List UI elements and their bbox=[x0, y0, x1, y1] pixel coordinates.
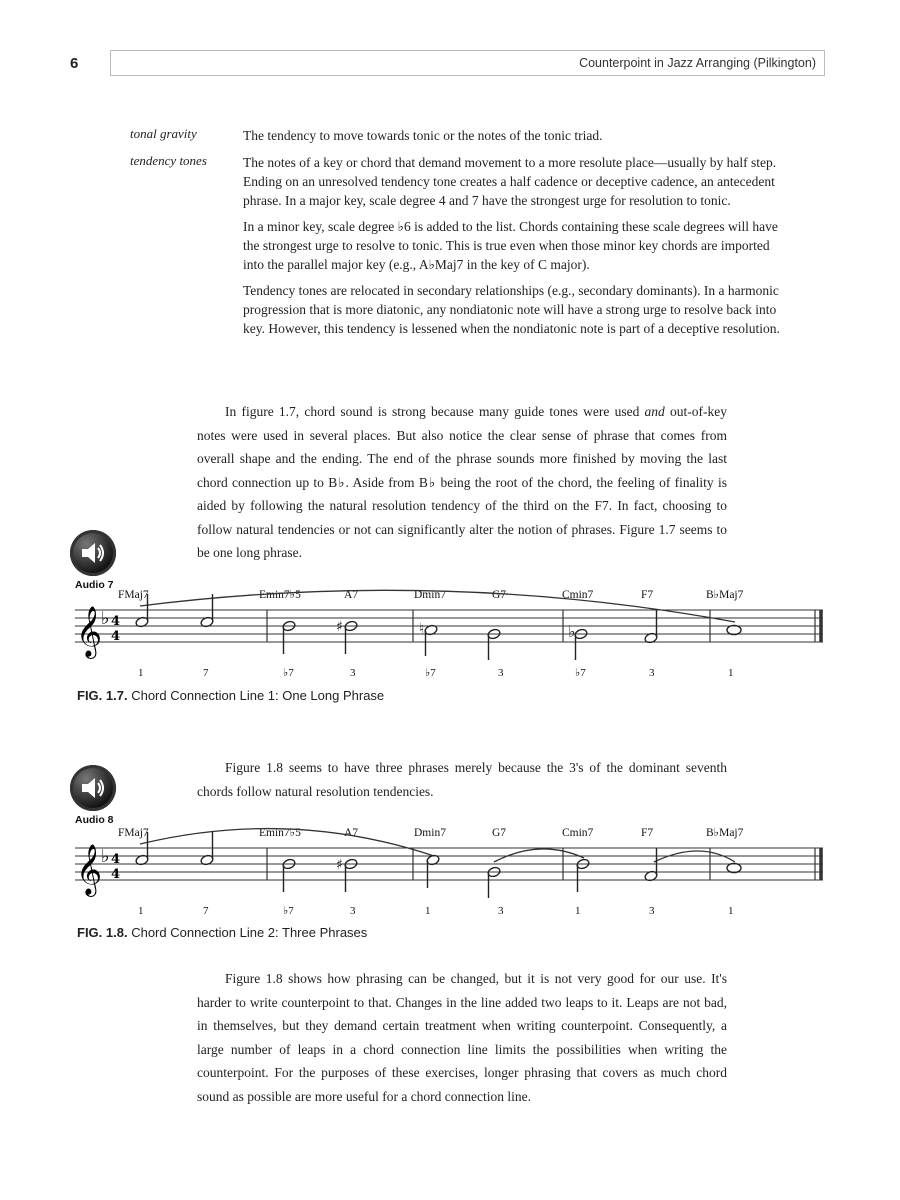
text-run: out-of-key notes were used in several places. But also notice the clear sense of phrase that comes from overall shape and the ending. The end of the phrase sounds more finished by moving the last chord connection up to B♭. Aside from B♭ being the root of the chord, the feeling of finality is aided by following the natural resolution tendency of the third on the F7. In fact, choosing to follow natural tendencies or not can significantly alter the notion of phrases. Figure 1.7 seems to be one long phrase. bbox=[197, 404, 727, 560]
key-flat-icon: ♭ bbox=[101, 846, 110, 867]
sharp-icon: ♯ bbox=[336, 857, 343, 873]
scale-degree: ♭7 bbox=[283, 667, 294, 679]
chord-symbol: G7 bbox=[492, 827, 507, 839]
notes bbox=[135, 594, 741, 660]
figure-number: FIG. 1.7. bbox=[77, 688, 128, 703]
time-signature-top: 4 bbox=[111, 852, 121, 867]
flat-icon: ♭ bbox=[568, 622, 576, 641]
body-paragraph-1 bbox=[197, 400, 727, 565]
scale-degree: 1 bbox=[138, 667, 144, 679]
scale-degree: 1 bbox=[575, 905, 581, 917]
chord-symbol: Cmin7 bbox=[562, 827, 594, 839]
treble-clef-icon: 𝄞 bbox=[76, 606, 103, 657]
chord-symbol: FMaj7 bbox=[118, 827, 149, 839]
audio-label: Audio 8 bbox=[75, 814, 114, 826]
chord-symbol: Dmin7 bbox=[414, 827, 446, 839]
figure-1-7-caption bbox=[77, 688, 384, 703]
paragraph-text: Figure 1.8 seems to have three phrases merely because the 3's of the dominant seventh chords follow natural resolution tendencies. bbox=[197, 760, 727, 799]
page-number: 6 bbox=[70, 55, 79, 72]
speaker-icon bbox=[70, 765, 116, 811]
glossary-definition bbox=[243, 126, 780, 145]
scale-degree: 3 bbox=[498, 905, 504, 917]
figure-number: FIG. 1.8. bbox=[77, 925, 128, 940]
notes bbox=[135, 832, 741, 898]
time-signature-bottom: 4 bbox=[111, 867, 121, 882]
scale-degree: 3 bbox=[350, 905, 356, 917]
chord-symbol: Cmin7 bbox=[562, 589, 594, 601]
body-paragraph-3 bbox=[197, 967, 727, 1108]
scale-degree: 1 bbox=[728, 905, 734, 917]
definition-paragraph: Tendency tones are relocated in secondary relationships (e.g., secondary dominants). In a harmonic progression that is more diatonic, any nondiatonic note will have a strong urge to resolve back into key. However, this tendency is lessened when the nondiatonic note is part of a deceptive resolution. bbox=[243, 283, 780, 336]
scale-degree: ♭7 bbox=[283, 905, 294, 917]
chord-symbol: B♭Maj7 bbox=[706, 589, 744, 601]
speaker-icon bbox=[70, 530, 116, 576]
natural-icon: ♮ bbox=[419, 621, 425, 637]
figure-1-7-staff bbox=[0, 580, 900, 685]
glossary-entry bbox=[130, 126, 780, 145]
chord-symbol: G7 bbox=[492, 589, 507, 601]
scale-degree: ♭7 bbox=[425, 667, 436, 679]
time-signature-top: 4 bbox=[111, 614, 121, 629]
scale-degree: 1 bbox=[425, 905, 431, 917]
scale-degree: 7 bbox=[203, 667, 209, 679]
glossary-term: tonal gravity bbox=[130, 126, 197, 141]
audio-label: Audio 7 bbox=[75, 579, 114, 591]
text-run: In figure 1.7, chord sound is strong because many guide tones were used bbox=[225, 404, 645, 419]
chord-symbol: B♭Maj7 bbox=[706, 827, 744, 839]
whole-note bbox=[727, 863, 741, 872]
chord-symbol: Emin7♭5 bbox=[259, 589, 301, 601]
scale-degree: ♭7 bbox=[575, 667, 586, 679]
body-paragraph-2 bbox=[197, 756, 727, 803]
scale-degree: 3 bbox=[649, 667, 655, 679]
chord-symbol: Emin7♭5 bbox=[259, 827, 301, 839]
definition-paragraph: The tendency to move towards tonic or the notes of the tonic triad. bbox=[243, 128, 603, 143]
staff-lines bbox=[75, 610, 823, 642]
phrase-slur bbox=[494, 849, 584, 862]
figure-title: Chord Connection Line 2: Three Phrases bbox=[131, 925, 368, 940]
chord-symbol: A7 bbox=[344, 827, 359, 839]
treble-clef-icon: 𝄞 bbox=[76, 844, 103, 895]
paragraph-text: Figure 1.8 shows how phrasing can be changed, but it is not very good for our use. It's harder to write counterpoint to that. Changes in the line added two leaps to it. Leaps are not bad, in themselves, but they demand certain treatment when writing counterpoint. Consequently, a large number of leaps in a chord connection line limits the possibilities when writing the counterpoint. For the purposes of these exercises, longer phrasing that covers as much chord sound as possible are more useful for a chord connection line. bbox=[197, 971, 727, 1104]
chord-symbol: Dmin7 bbox=[414, 589, 446, 601]
chord-symbol: F7 bbox=[641, 589, 654, 601]
emphasis: and bbox=[644, 404, 665, 419]
glossary-definition bbox=[243, 153, 780, 338]
sharp-icon: ♯ bbox=[336, 619, 343, 635]
scale-degree: 3 bbox=[350, 667, 356, 679]
figure-1-8-staff bbox=[0, 818, 900, 923]
key-flat-icon: ♭ bbox=[101, 608, 110, 629]
running-title: Counterpoint in Jazz Arranging (Pilkington) bbox=[579, 56, 816, 70]
glossary-entry bbox=[130, 153, 780, 338]
scale-degree: 3 bbox=[498, 667, 504, 679]
chord-symbol: A7 bbox=[344, 589, 359, 601]
scale-degree: 1 bbox=[138, 905, 144, 917]
figure-title: Chord Connection Line 1: One Long Phrase bbox=[131, 688, 385, 703]
chord-symbol: F7 bbox=[641, 827, 654, 839]
time-signature-bottom: 4 bbox=[111, 629, 121, 644]
glossary bbox=[130, 126, 780, 346]
glossary-term: tendency tones bbox=[130, 153, 207, 168]
definition-paragraph: The notes of a key or chord that demand movement to a more resolute place—usually by half step. Ending on an unresolved tendency tone creates a half cadence or deceptive cadence, an antecedent phrase. In a major key, scale degree 4 and 7 have the strongest urge for resolution to tonic. bbox=[243, 155, 777, 208]
whole-note bbox=[727, 625, 741, 634]
definition-paragraph: In a minor key, scale degree ♭6 is added to the list. Chords containing these scale degrees will have the strongest urge to resolve to tonic. This is true even when those minor key chords are imported into the parallel major key (e.g., A♭Maj7 in the key of C major). bbox=[243, 219, 778, 272]
chord-symbol: FMaj7 bbox=[118, 589, 149, 601]
running-head bbox=[110, 50, 825, 76]
figure-1-8-caption bbox=[77, 925, 367, 940]
scale-degree: 7 bbox=[203, 905, 209, 917]
scale-degree: 3 bbox=[649, 905, 655, 917]
scale-degree: 1 bbox=[728, 667, 734, 679]
